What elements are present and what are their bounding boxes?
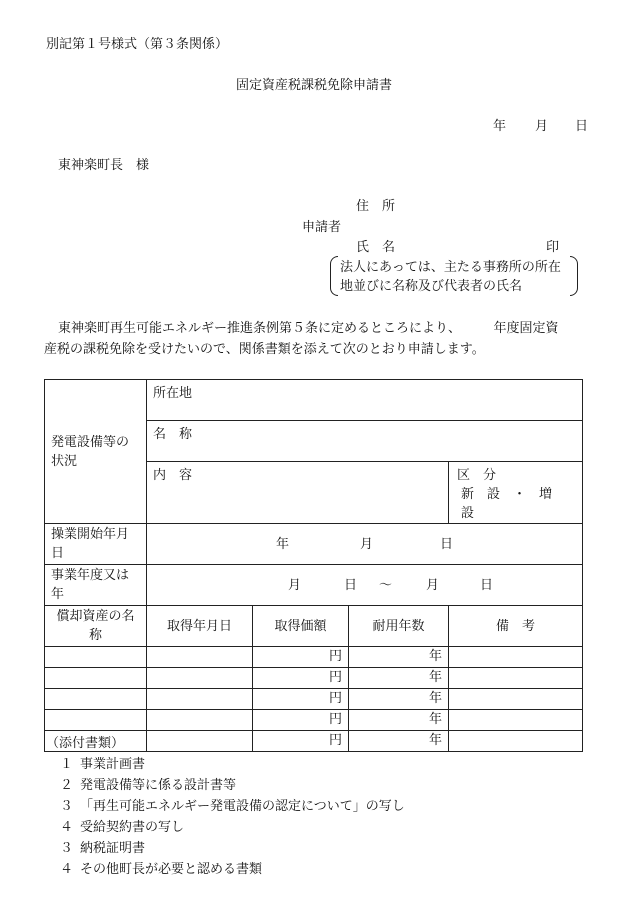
acquisition-cost-cell[interactable] — [253, 689, 349, 710]
address-label: 住 所 — [356, 199, 396, 214]
fiscal-from-month: 月 — [288, 578, 302, 593]
fiscal-year-range-cell[interactable] — [147, 565, 583, 606]
useful-life-cell[interactable] — [349, 689, 449, 710]
asset-name-cell[interactable] — [45, 710, 147, 731]
facility-status-header: 発電設備等の状況 — [45, 380, 147, 524]
remarks-cell[interactable] — [449, 710, 583, 731]
table-row — [45, 689, 583, 710]
applicant-label: 申請者 — [302, 220, 342, 235]
yen-unit: 円 — [328, 649, 342, 664]
content-label: 内 容 — [153, 468, 193, 483]
remarks-cell[interactable] — [449, 668, 583, 689]
location-label: 所在地 — [153, 386, 193, 401]
asset-name-cell[interactable] — [45, 668, 147, 689]
attachments-heading: （添付書類） — [46, 736, 125, 751]
attachment-text: 受給契約書の写し — [80, 820, 185, 835]
attachment-num: ４ — [60, 820, 74, 835]
useful-life-cell[interactable] — [349, 710, 449, 731]
category-cell[interactable] — [449, 462, 583, 524]
useful-life-cell[interactable] — [349, 668, 449, 689]
attachment-num: ２ — [60, 778, 74, 793]
acquisition-date-cell[interactable] — [147, 647, 253, 668]
yen-unit: 円 — [328, 691, 342, 706]
name-cell[interactable] — [147, 421, 583, 462]
fiscal-to-month: 月 — [426, 578, 440, 593]
years-unit: 年 — [428, 691, 442, 706]
table-row — [45, 647, 583, 668]
attachment-text: その他町長が必要と認める書類 — [80, 862, 263, 877]
acquisition-cost-cell[interactable] — [253, 731, 349, 752]
op-start-year: 年 — [276, 537, 290, 552]
acquisition-date-cell[interactable] — [147, 689, 253, 710]
left-bracket — [330, 256, 338, 296]
acquisition-cost-cell[interactable] — [253, 668, 349, 689]
yen-unit: 円 — [328, 670, 342, 685]
col-header-remarks: 備 考 — [449, 606, 583, 647]
application-table — [44, 379, 583, 752]
remarks-cell[interactable] — [449, 731, 583, 752]
fiscal-to-day: 日 — [480, 578, 494, 593]
fiscal-from-day: 日 — [344, 578, 358, 593]
acquisition-date-cell[interactable] — [147, 710, 253, 731]
corporate-note — [330, 256, 578, 298]
attachment-num: ４ — [60, 862, 74, 877]
useful-life-cell[interactable] — [349, 647, 449, 668]
attachment-text: 「再生可能エネルギー発電設備の認定について」の写し — [80, 799, 405, 814]
years-unit: 年 — [428, 733, 442, 748]
op-start-day: 日 — [440, 537, 454, 552]
acquisition-cost-cell[interactable] — [253, 710, 349, 731]
body-text-line2: 産税の課税免除を受けたいので、関係書類を添えて次のとおり申請します。 — [44, 342, 485, 357]
attachment-item — [48, 800, 405, 813]
remarks-cell[interactable] — [449, 689, 583, 710]
date-year-label: 年 — [493, 119, 507, 134]
fiscal-tilde: ～ — [379, 578, 393, 593]
col-header-acquisition-date: 取得年月日 — [147, 606, 253, 647]
operation-start-label: 操業開始年月日 — [45, 524, 147, 565]
col-header-acquisition-cost: 取得価額 — [253, 606, 349, 647]
col-header-useful-life: 耐用年数 — [349, 606, 449, 647]
form-reference: 別記第１号様式（第３条関係） — [46, 37, 229, 52]
attachment-num: ３ — [60, 841, 74, 856]
date-day-label: 日 — [575, 119, 589, 134]
op-start-month: 月 — [360, 537, 374, 552]
content-cell[interactable] — [147, 462, 449, 524]
attachment-item — [48, 779, 236, 792]
document-title: 固定資産税課税免除申請書 — [236, 78, 393, 93]
name-label: 氏 名 — [356, 240, 396, 255]
years-unit: 年 — [428, 670, 442, 685]
attachment-item — [48, 821, 184, 834]
yen-unit: 円 — [328, 733, 342, 748]
acquisition-date-cell[interactable] — [147, 668, 253, 689]
years-unit: 年 — [428, 649, 442, 664]
col-header-asset-name: 償却資産の名称 — [45, 606, 147, 647]
attachment-num: ３ — [60, 799, 74, 814]
remarks-cell[interactable] — [449, 647, 583, 668]
right-bracket — [570, 256, 578, 296]
asset-name-cell[interactable] — [45, 689, 147, 710]
date-month-label: 月 — [535, 119, 549, 134]
asset-name-cell[interactable] — [45, 647, 147, 668]
attachment-text: 納税証明書 — [80, 841, 146, 856]
acquisition-cost-cell[interactable] — [253, 647, 349, 668]
attachment-item — [48, 842, 145, 855]
attachment-item — [48, 758, 145, 771]
acquisition-date-cell[interactable] — [147, 731, 253, 752]
useful-life-cell[interactable] — [349, 731, 449, 752]
corporate-note-line2: 地並びに名称及び代表者の氏名 — [340, 279, 523, 294]
table-row — [45, 710, 583, 731]
table-row — [45, 668, 583, 689]
operation-start-date-cell[interactable] — [147, 524, 583, 565]
corporate-note-line1: 法人にあっては、主たる事務所の所在 — [340, 260, 561, 275]
location-cell[interactable] — [147, 380, 583, 421]
attachment-num: １ — [60, 757, 74, 772]
category-options: 新 設 ・ 増 設 — [461, 487, 566, 521]
facility-name-label: 名 称 — [153, 427, 193, 442]
body-text-line1: 東神楽町再生可能エネルギー推進条例第５条に定めるところにより、 年度固定資 — [58, 321, 559, 336]
years-unit: 年 — [428, 712, 442, 727]
table-row — [45, 731, 583, 752]
seal-mark: 印 — [546, 240, 560, 255]
category-label: 区 分 — [457, 468, 497, 483]
attachment-text: 発電設備等に係る設計書等 — [80, 778, 237, 793]
addressee: 東神楽町長 様 — [58, 158, 150, 173]
attachment-text: 事業計画書 — [80, 757, 146, 772]
yen-unit: 円 — [328, 712, 342, 727]
attachment-item — [48, 863, 262, 876]
fiscal-year-label: 事業年度又は年 — [45, 565, 147, 606]
